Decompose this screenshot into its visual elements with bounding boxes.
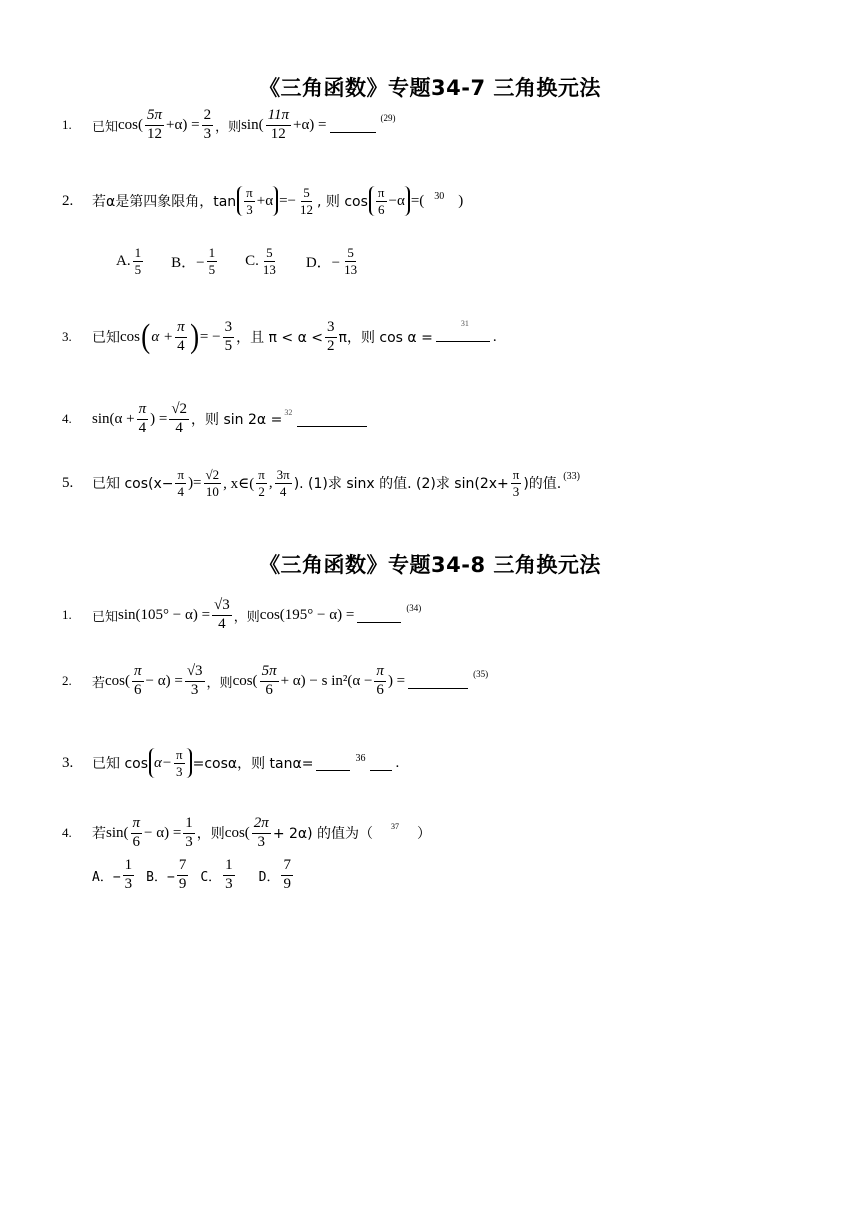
answer-blank[interactable] bbox=[408, 674, 468, 689]
math-text: cos( bbox=[232, 672, 258, 689]
question-text: )的值. bbox=[523, 476, 562, 493]
question-text: ，则 bbox=[233, 609, 260, 625]
math-text: ) = bbox=[387, 672, 406, 689]
question-text: =cosα，则 tanα= bbox=[192, 756, 314, 773]
question-number: 2. bbox=[62, 673, 72, 689]
question-number: 1. bbox=[62, 117, 72, 133]
question-text: 若 bbox=[92, 826, 106, 843]
choice-a[interactable]: A. $\frac{1}{5}$ bbox=[116, 245, 142, 277]
fraction: $\frac{\pi}{2}$ bbox=[258, 467, 265, 499]
reference-number: (33) bbox=[563, 470, 580, 482]
reference-number: 37 bbox=[391, 821, 400, 831]
question-text: π，则 cos α = bbox=[338, 330, 433, 347]
math-text: sin(α + bbox=[92, 410, 135, 427]
section-2-title: 《三角函数》专题34-8 三角换元法 bbox=[259, 553, 601, 577]
math-text: , bbox=[268, 474, 273, 491]
fraction: $\frac{3}{2}$ bbox=[327, 319, 335, 354]
s1-question-3 bbox=[62, 320, 497, 355]
question-text: 已知 cos bbox=[92, 756, 149, 773]
fraction: $\frac{5\pi}{12}$ bbox=[147, 107, 163, 142]
choice-a[interactable]: A．− $\frac{1}{3}$ bbox=[92, 857, 133, 892]
math-text: = − bbox=[199, 328, 221, 345]
choice-b[interactable]: B．− $\frac{1}{5}$ bbox=[171, 245, 216, 277]
question-number: 4. bbox=[62, 825, 72, 841]
math-text: , x∈( bbox=[223, 475, 255, 492]
choice-d[interactable]: D． $\frac{7}{9}$ bbox=[258, 857, 291, 892]
fraction: $\frac{3}{5}$ bbox=[224, 319, 233, 354]
s1-question-5 bbox=[62, 468, 582, 498]
math-text: − α) = bbox=[144, 824, 182, 841]
math-text: ) = bbox=[150, 410, 168, 427]
bracket-group: $\frac{\pi}{3}$ +α bbox=[237, 186, 278, 216]
s2-question-1 bbox=[62, 598, 423, 633]
s2-question-3 bbox=[62, 748, 399, 778]
question-number: 3. bbox=[62, 754, 74, 771]
question-text: 已知 bbox=[92, 609, 119, 625]
choice-c[interactable]: C． $\frac{1}{3}$ bbox=[200, 857, 233, 892]
s1-question-2 bbox=[62, 186, 463, 216]
fraction: $\frac{\pi}{4}$ bbox=[138, 401, 147, 436]
bracket-group: $\frac{\pi}{6}$ −α bbox=[369, 186, 410, 216]
fraction: $\frac{√2}{10}$ bbox=[205, 467, 220, 499]
reference-number: 36 bbox=[355, 752, 366, 764]
fraction: $\frac{\pi}{3}$ bbox=[512, 467, 520, 499]
answer-blank[interactable] bbox=[297, 412, 367, 427]
choice-d[interactable]: D．− $\frac{5}{13}$ bbox=[305, 245, 358, 277]
s1-q2-choices bbox=[116, 246, 387, 276]
answer-blank[interactable] bbox=[316, 756, 350, 771]
question-text: + 2α) 的值为（ bbox=[272, 826, 374, 843]
math-text: sin(105° − α) = bbox=[118, 606, 211, 623]
question-text: 已知 cos(x− bbox=[92, 476, 174, 493]
fraction: $\frac{√2}{4}$ bbox=[171, 401, 188, 436]
fraction: $\frac{2\pi}{3}$ bbox=[253, 815, 269, 850]
question-number: 4. bbox=[62, 411, 72, 427]
question-text: 若α是第四象限角，tan bbox=[92, 194, 237, 211]
fraction: $\frac{11\pi}{12}$ bbox=[267, 107, 289, 142]
math-text: cos( bbox=[118, 116, 144, 133]
fraction: $\frac{\pi}{6}$ bbox=[376, 663, 384, 698]
math-text: . bbox=[395, 754, 400, 771]
answer-blank[interactable] bbox=[357, 608, 401, 623]
math-text: )= bbox=[188, 474, 202, 491]
fraction: $\frac{\pi}{6}$ bbox=[134, 663, 142, 698]
s2-question-2 bbox=[62, 664, 490, 699]
answer-area[interactable] bbox=[433, 319, 493, 347]
fraction: $\frac{\pi}{4}$ bbox=[177, 467, 185, 499]
answer-blank[interactable] bbox=[330, 118, 376, 133]
bracket-group: α− $\frac{\pi}{3}$ bbox=[149, 748, 192, 778]
paren: ) bbox=[189, 318, 199, 356]
question-text: 已知 bbox=[92, 330, 120, 347]
math-text: cos bbox=[120, 328, 140, 345]
math-text: − α) = bbox=[145, 672, 183, 689]
reference-number: (35) bbox=[473, 669, 489, 680]
reference-number: 32 bbox=[284, 407, 293, 417]
question-text: ，则 bbox=[206, 675, 233, 691]
math-text: sin( bbox=[106, 824, 129, 841]
math-text: =− bbox=[279, 192, 296, 209]
fraction: $\frac{5\pi}{6}$ bbox=[261, 663, 277, 698]
fraction: $\frac{√3}{3}$ bbox=[186, 663, 203, 698]
math-text: +α) = bbox=[292, 116, 327, 133]
question-number: 2. bbox=[62, 192, 74, 209]
question-text: ，则 sin 2α = bbox=[191, 412, 283, 429]
math-text: cos(195° − α) = bbox=[259, 606, 355, 623]
s1-question-4 bbox=[62, 402, 370, 437]
question-text: ，则 bbox=[196, 826, 225, 843]
math-text: ) bbox=[458, 192, 464, 209]
choice-c[interactable]: C. $\frac{5}{13}$ bbox=[245, 245, 276, 277]
choice-b[interactable]: B．− $\frac{7}{9}$ bbox=[146, 857, 187, 892]
fraction: $\frac{√3}{4}$ bbox=[214, 597, 230, 632]
question-text: 若 bbox=[92, 675, 106, 691]
math-text: +α) = bbox=[166, 116, 200, 133]
fraction: $\frac{5}{12}$ bbox=[300, 185, 313, 217]
reference-number: (29) bbox=[380, 113, 396, 124]
question-text: ). (1)求 sinx 的值. (2)求 sin(2x+ bbox=[293, 476, 509, 493]
s1-question-1 bbox=[62, 108, 398, 143]
fraction: $\frac{\pi}{4}$ bbox=[177, 319, 185, 354]
question-text: ） bbox=[417, 826, 432, 843]
question-number: 5. bbox=[62, 474, 74, 491]
answer-blank[interactable] bbox=[370, 756, 392, 771]
question-text: ，且 π < α < bbox=[236, 330, 324, 347]
reference-number: (34) bbox=[406, 603, 422, 614]
question-text: , 则 cos bbox=[317, 194, 368, 211]
reference-number: 30 bbox=[434, 190, 445, 202]
fraction: $\frac{2}{3}$ bbox=[203, 107, 212, 142]
math-text: cos( bbox=[105, 672, 131, 689]
math-text: sin( bbox=[241, 116, 264, 133]
math-text: + α) − s in²(α − bbox=[280, 672, 373, 689]
s2-question-4 bbox=[62, 816, 431, 851]
fraction: $\frac{3\pi}{4}$ bbox=[276, 467, 290, 499]
fraction: $\frac{\pi}{6}$ bbox=[132, 815, 141, 850]
paren: ( bbox=[141, 318, 151, 356]
question-number: 1. bbox=[62, 607, 72, 623]
fraction: $\frac{1}{3}$ bbox=[185, 815, 193, 850]
question-text: 已知 bbox=[92, 119, 119, 135]
answer-blank[interactable] bbox=[436, 327, 490, 342]
section-1-title: 《三角函数》专题34-7 三角换元法 bbox=[259, 76, 601, 100]
question-text: ，则 bbox=[215, 119, 242, 135]
math-text: . bbox=[492, 328, 497, 345]
s2-q4-choices bbox=[92, 858, 305, 893]
question-number: 3. bbox=[62, 329, 72, 345]
reference-number: 31 bbox=[460, 319, 469, 329]
math-text: =( bbox=[410, 192, 425, 209]
math-text: cos( bbox=[224, 824, 250, 841]
math-text: α + bbox=[151, 328, 174, 345]
